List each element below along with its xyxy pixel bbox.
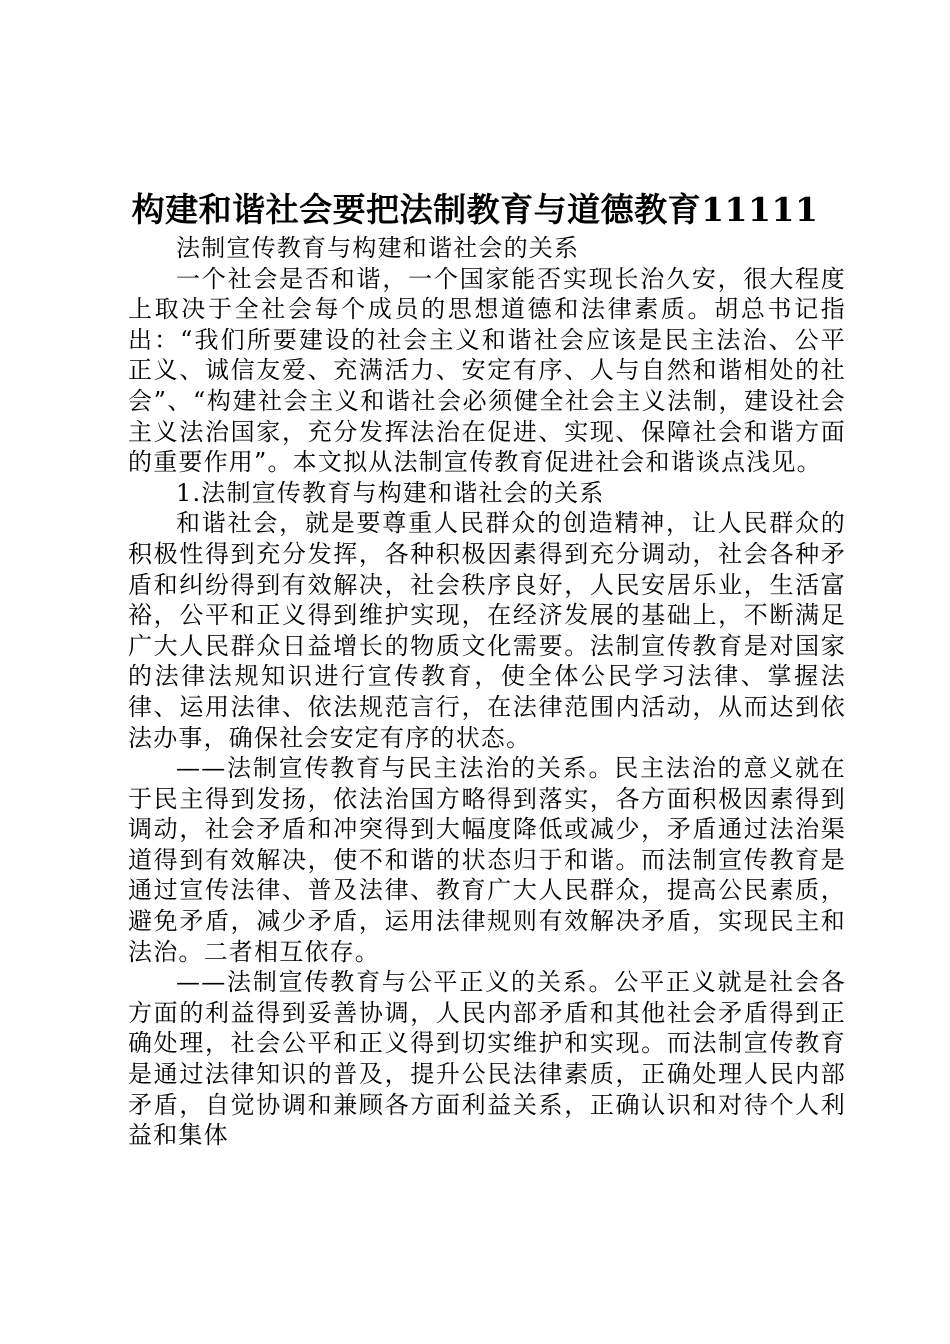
paragraph: ——法制宣传教育与公平正义的关系。公平正义就是社会各方面的利益得到妥善协调，人民内部矛盾和其他社会矛盾得到正确处理，社会公平和正义得到切实维护和实现。而法制宣传教育是通过法律知识的普及，提升公民法律素质，正确处理人民内部矛盾，自觉协调和兼顾各方面利益关系，正确认识和对待个人利益和集体 [128, 968, 846, 1150]
section-heading: 法制宣传教育与构建和谐社会的关系 [176, 234, 580, 262]
paragraph: 和谐社会，就是要尊重人民群众的创造精神，让人民群众的积极性得到充分发挥，各种积极因素得到充分调动，社会各种矛盾和纠纷得到有效解决，社会秩序良好，人民安居乐业，生活富裕，公平和正义得到维护实现，在经济发展的基础上，不断满足广大人民群众日益增长的物质文化需要。法制宣传教育是对国家的法律法规知识进行宣传教育，使全体公民学习法律、掌握法律、运用法律、依法规范言行，在法律范围内活动，从而达到依法办事，确保社会安定有序的状态。 [128, 509, 846, 752]
document-title: 构建和谐社会要把法制教育与道德教育11111 [131, 190, 819, 229]
document-body [128, 233, 846, 1151]
paragraph: 一个社会是否和谐，一个国家能否实现长治久安，很大程度上取决于全社会每个成员的思想道德和法律素质。胡总书记指出：“我们所要建设的社会主义和谐社会应该是民主法治、公平正义、诚信友爱、充满活力、安定有序、人与自然和谐相处的社会”、“构建社会主义和谐社会必须健全社会主义法制，建设社会主义法治国家，充分发挥法治在促进、实现、保障社会和谐方面的重要作用”。本文拟从法制宣传教育促进社会和谐谈点浅见。 [128, 264, 846, 477]
paragraph: ——法制宣传教育与民主法治的关系。民主法治的意义就在于民主得到发扬，依法治国方略得到落实，各方面积极因素得到调动，社会矛盾和冲突得到大幅度降低或减少，矛盾通过法治渠道得到有效解决，使不和谐的状态归于和谐。而法制宣传教育是通过宣传法律、普及法律、教育广大人民群众，提高公民素质，避免矛盾，减少矛盾，运用法律规则有效解决矛盾，实现民主和法治。二者相互依存。 [128, 754, 846, 966]
section-heading: 1.法制宣传教育与构建和谐社会的关系 [176, 478, 605, 507]
